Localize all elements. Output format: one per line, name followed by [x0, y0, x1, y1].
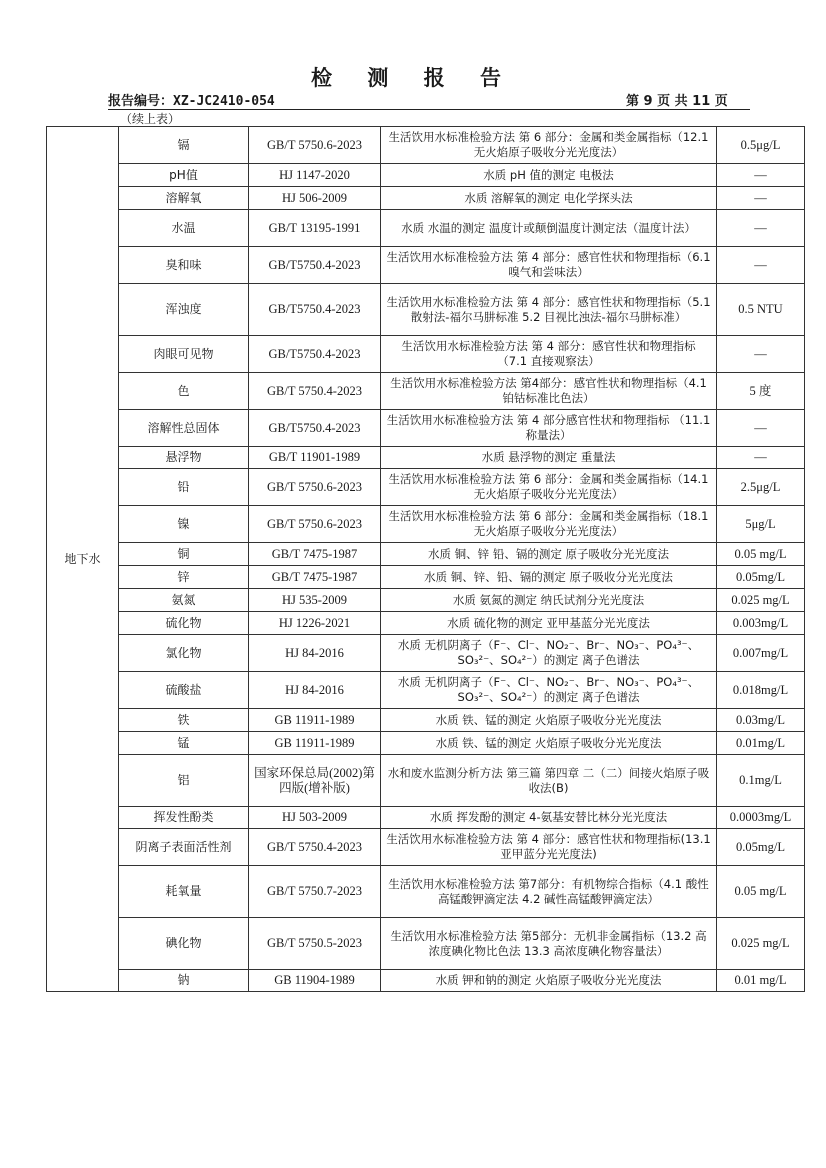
item-cell: 钠	[119, 970, 249, 992]
item-cell: 臭和味	[119, 247, 249, 284]
item-cell: 铅	[119, 469, 249, 506]
item-cell: 碘化物	[119, 918, 249, 970]
standard-cell: HJ 535-2009	[249, 589, 381, 612]
table-row	[47, 829, 805, 866]
table-row	[47, 447, 805, 469]
method-cell: 生活饮用水标准检验方法 第 6 部分：金属和类金属指标（18.1 无火焰原子吸收分光光度法）	[381, 506, 717, 543]
method-cell: 水质 悬浮物的测定 重量法	[381, 447, 717, 469]
table-row	[47, 506, 805, 543]
standard-cell: HJ 1226-2021	[249, 612, 381, 635]
table-row	[47, 918, 805, 970]
item-cell: 硫酸盐	[119, 672, 249, 709]
standard-cell: HJ 1147-2020	[249, 164, 381, 187]
standard-cell: GB/T 5750.5-2023	[249, 918, 381, 970]
method-cell: 水质 挥发酚的测定 4-氨基安替比林分光光度法	[381, 807, 717, 829]
table-row	[47, 635, 805, 672]
detection-limit-cell: 5μg/L	[717, 506, 805, 543]
detection-limit-cell: 0.05mg/L	[717, 829, 805, 866]
detection-limit-cell: 0.003mg/L	[717, 612, 805, 635]
standard-cell: HJ 84-2016	[249, 635, 381, 672]
detection-limit-cell: 0.025 mg/L	[717, 918, 805, 970]
table-row	[47, 866, 805, 918]
standard-cell: GB/T 5750.6-2023	[249, 127, 381, 164]
detection-limit-cell: 0.05mg/L	[717, 566, 805, 589]
item-cell: 铝	[119, 755, 249, 807]
standard-cell: GB/T5750.4-2023	[249, 284, 381, 336]
detection-limit-cell: 0.0003mg/L	[717, 807, 805, 829]
standard-cell: HJ 84-2016	[249, 672, 381, 709]
item-cell: 挥发性酚类	[119, 807, 249, 829]
item-cell: 氨氮	[119, 589, 249, 612]
item-cell: 阴离子表面活性剂	[119, 829, 249, 866]
detection-limit-cell: —	[717, 336, 805, 373]
detection-limit-cell: —	[717, 187, 805, 210]
method-cell: 水质 pH 值的测定 电极法	[381, 164, 717, 187]
detection-limit-cell: —	[717, 247, 805, 284]
method-cell: 水质 无机阴离子（F⁻、Cl⁻、NO₂⁻、Br⁻、NO₃⁻、PO₄³⁻、SO₃²⁻、SO₄²⁻）的测定 离子色谱法	[381, 672, 717, 709]
method-cell: 水质 钾和钠的测定 火焰原子吸收分光光度法	[381, 970, 717, 992]
detection-limit-cell: —	[717, 164, 805, 187]
method-cell: 生活饮用水标准检验方法 第5部分：无机非金属指标（13.2 高浓度碘化物比色法 13.3 高浓度碘化物容量法）	[381, 918, 717, 970]
method-cell: 水质 水温的测定 温度计或颠倒温度计测定法（温度计法）	[381, 210, 717, 247]
method-cell: 生活饮用水标准检验方法 第 6 部分：金属和类金属指标（14.1 无火焰原子吸收分光光度法）	[381, 469, 717, 506]
detection-limit-cell: 0.5 NTU	[717, 284, 805, 336]
standard-cell: 国家环保总局(2002)第四版(增补版)	[249, 755, 381, 807]
detection-limit-cell: —	[717, 410, 805, 447]
method-cell: 水质 铁、锰的测定 火焰原子吸收分光光度法	[381, 709, 717, 732]
continued-note: （续上表）	[120, 112, 181, 126]
page-number: 第 9 页 共 11 页	[626, 94, 728, 109]
standard-cell: GB/T 7475-1987	[249, 543, 381, 566]
table-row	[47, 336, 805, 373]
detection-limit-cell: 0.05 mg/L	[717, 866, 805, 918]
table-row	[47, 164, 805, 187]
method-cell: 生活饮用水标准检验方法 第7部分：有机物综合指标（4.1 酸性高锰酸钾滴定法 4.2 碱性高锰酸钾滴定法）	[381, 866, 717, 918]
item-cell: 色	[119, 373, 249, 410]
report-title: 检 测 报 告	[311, 66, 515, 90]
method-cell: 生活饮用水标准检验方法 第 4 部分：感官性状和物理指标（5.1 散射法-福尔马肼标准 5.2 目视比浊法-福尔马肼标准）	[381, 284, 717, 336]
detection-limit-cell: 0.03mg/L	[717, 709, 805, 732]
header-divider	[108, 109, 750, 110]
method-cell: 生活饮用水标准检验方法 第 4 部分：感官性状和物理指标 （7.1 直接观察法）	[381, 336, 717, 373]
item-cell: 耗氧量	[119, 866, 249, 918]
standard-cell: GB/T 7475-1987	[249, 566, 381, 589]
item-cell: 锌	[119, 566, 249, 589]
standard-cell: GB/T5750.4-2023	[249, 410, 381, 447]
detection-limit-cell: 0.01mg/L	[717, 732, 805, 755]
standard-cell: HJ 503-2009	[249, 807, 381, 829]
standard-cell: GB/T5750.4-2023	[249, 336, 381, 373]
detection-limit-cell: —	[717, 447, 805, 469]
detection-limit-cell: 0.5μg/L	[717, 127, 805, 164]
method-cell: 水质 无机阴离子（F⁻、Cl⁻、NO₂⁻、Br⁻、NO₃⁻、PO₄³⁻、SO₃²⁻、SO₄²⁻）的测定 离子色谱法	[381, 635, 717, 672]
standard-cell: GB/T 5750.6-2023	[249, 506, 381, 543]
detection-limit-cell: 0.05 mg/L	[717, 543, 805, 566]
sample-category-cell: 地下水	[47, 127, 119, 992]
method-cell: 生活饮用水标准检验方法 第4部分：感官性状和物理指标（4.1 铂钴标准比色法）	[381, 373, 717, 410]
item-cell: 溶解氧	[119, 187, 249, 210]
standard-cell: GB/T 13195-1991	[249, 210, 381, 247]
table-row	[47, 755, 805, 807]
table-row	[47, 247, 805, 284]
table-row	[47, 187, 805, 210]
method-cell: 水质 溶解氧的测定 电化学探头法	[381, 187, 717, 210]
standard-cell: GB/T 5750.4-2023	[249, 829, 381, 866]
standard-cell: HJ 506-2009	[249, 187, 381, 210]
test-methods-table	[46, 126, 805, 992]
item-cell: 铁	[119, 709, 249, 732]
method-cell: 生活饮用水标准检验方法 第 4 部分感官性状和物理指标 （11.1 称量法）	[381, 410, 717, 447]
detection-limit-cell: 0.007mg/L	[717, 635, 805, 672]
table-row	[47, 732, 805, 755]
standard-cell: GB/T 11901-1989	[249, 447, 381, 469]
table-row	[47, 672, 805, 709]
detection-limit-cell: 0.018mg/L	[717, 672, 805, 709]
table-body	[47, 127, 805, 992]
table-row	[47, 127, 805, 164]
detection-limit-cell: 0.025 mg/L	[717, 589, 805, 612]
report-number: 报告编号：XZ-JC2410-054	[108, 94, 275, 109]
table-row	[47, 807, 805, 829]
item-cell: 镍	[119, 506, 249, 543]
table-row	[47, 373, 805, 410]
item-cell: 锰	[119, 732, 249, 755]
standard-cell: GB 11911-1989	[249, 732, 381, 755]
detection-limit-cell: 5 度	[717, 373, 805, 410]
standard-cell: GB 11904-1989	[249, 970, 381, 992]
table-row	[47, 543, 805, 566]
method-cell: 水质 铜、锌、铅、镉的测定 原子吸收分光光度法	[381, 566, 717, 589]
item-cell: pH值	[119, 164, 249, 187]
method-cell: 生活饮用水标准检验方法 第 4 部分：感官性状和物理指标(13.1 亚甲蓝分光光度法)	[381, 829, 717, 866]
method-cell: 生活饮用水标准检验方法 第 6 部分：金属和类金属指标（12.1 无火焰原子吸收分光光度法）	[381, 127, 717, 164]
table-row	[47, 612, 805, 635]
standard-cell: GB/T 5750.6-2023	[249, 469, 381, 506]
table-row	[47, 410, 805, 447]
detection-limit-cell: 0.01 mg/L	[717, 970, 805, 992]
detection-limit-cell: —	[717, 210, 805, 247]
table-row	[47, 284, 805, 336]
method-cell: 水质 氨氮的测定 纳氏试剂分光光度法	[381, 589, 717, 612]
item-cell: 溶解性总固体	[119, 410, 249, 447]
method-cell: 水质 硫化物的测定 亚甲基蓝分光光度法	[381, 612, 717, 635]
table-row	[47, 566, 805, 589]
item-cell: 水温	[119, 210, 249, 247]
method-cell: 生活饮用水标准检验方法 第 4 部分：感官性状和物理指标（6.1 嗅气和尝味法）	[381, 247, 717, 284]
table-row	[47, 469, 805, 506]
table-row	[47, 210, 805, 247]
table-row	[47, 970, 805, 992]
standard-cell: GB/T 5750.4-2023	[249, 373, 381, 410]
item-cell: 氯化物	[119, 635, 249, 672]
item-cell: 浑浊度	[119, 284, 249, 336]
item-cell: 悬浮物	[119, 447, 249, 469]
standard-cell: GB/T5750.4-2023	[249, 247, 381, 284]
table-row	[47, 589, 805, 612]
item-cell: 铜	[119, 543, 249, 566]
item-cell: 肉眼可见物	[119, 336, 249, 373]
standard-cell: GB 11911-1989	[249, 709, 381, 732]
item-cell: 镉	[119, 127, 249, 164]
method-cell: 水质 铁、锰的测定 火焰原子吸收分光光度法	[381, 732, 717, 755]
detection-limit-cell: 0.1mg/L	[717, 755, 805, 807]
detection-limit-cell: 2.5μg/L	[717, 469, 805, 506]
method-cell: 水和废水监测分析方法 第三篇 第四章 二（二）间接火焰原子吸收法(B)	[381, 755, 717, 807]
method-cell: 水质 铜、锌 铅、镉的测定 原子吸收分光光度法	[381, 543, 717, 566]
standard-cell: GB/T 5750.7-2023	[249, 866, 381, 918]
item-cell: 硫化物	[119, 612, 249, 635]
table-row	[47, 709, 805, 732]
